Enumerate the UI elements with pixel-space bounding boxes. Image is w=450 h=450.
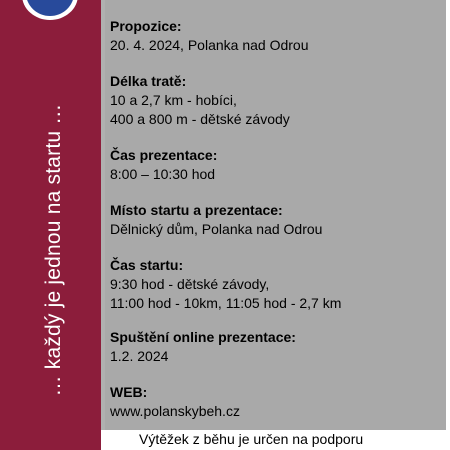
section-web [110, 383, 442, 421]
section-label: Čas prezentace: [110, 147, 218, 163]
runner-logo-icon [22, 0, 78, 20]
section-label: Místo startu a prezentace: [110, 202, 283, 218]
sidebar-banner [0, 0, 101, 450]
section-value: 20. 4. 2024, Polanka nad Odrou [110, 37, 309, 53]
web-link[interactable]: www.polanskybeh.cz [110, 403, 240, 419]
section-propozice [110, 17, 442, 55]
section-value: 10 a 2,7 km - hobíci, [110, 92, 237, 108]
section-label: Čas startu: [110, 257, 184, 273]
section-value: 1.2. 2024 [110, 348, 169, 364]
section-delka-trate [110, 72, 442, 129]
section-value: 9:30 hod - dětské závody, [110, 276, 270, 292]
section-value: 8:00 – 10:30 hod [110, 166, 216, 182]
section-label: WEB: [110, 384, 148, 400]
info-panel [105, 0, 446, 430]
section-value: Dělnický dům, Polanka nad Odrou [110, 221, 323, 237]
footer-text: Výtěžek z běhu je určen na podporu [139, 431, 364, 447]
footer [101, 430, 450, 450]
section-cas-startu [110, 256, 442, 313]
section-cas-prezentace [110, 146, 442, 184]
section-label: Délka tratě: [110, 73, 187, 89]
section-value: 11:00 hod - 10km, 11:05 hod - 2,7 km [110, 295, 342, 311]
section-label: Spuštění online prezentace: [110, 329, 296, 345]
section-online-prezentace [110, 328, 442, 366]
section-misto-startu [110, 201, 442, 239]
section-value: 400 a 800 m - dětské závody [110, 111, 290, 127]
right-border [446, 0, 450, 450]
section-label: Propozice: [110, 18, 182, 34]
motto-text: … každý je jednou na startu … [42, 103, 65, 397]
